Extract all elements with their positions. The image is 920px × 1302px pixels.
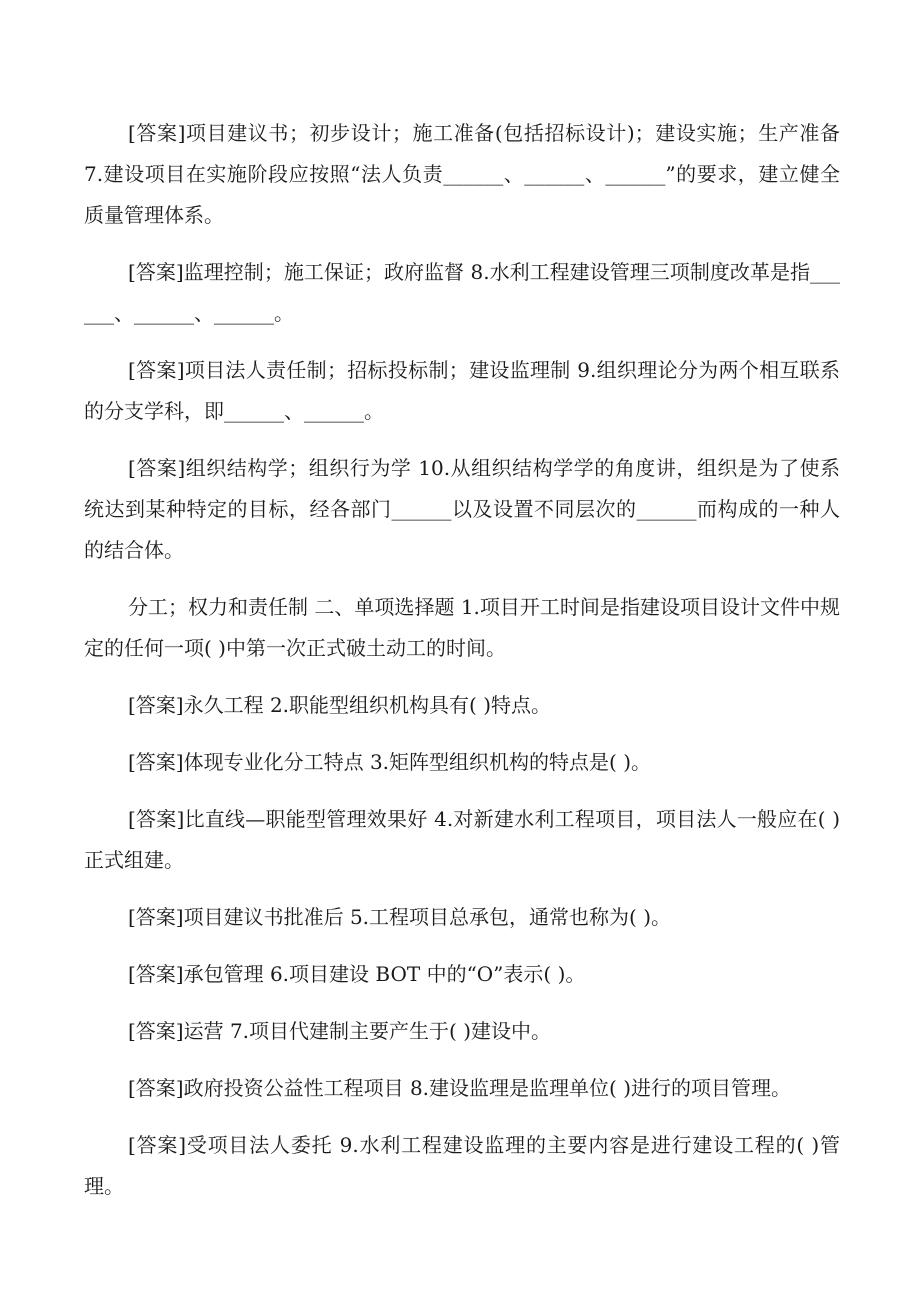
paragraph: [答案]比直线—职能型管理效果好 4.对新建水利工程项目，项目法人一般应在( )正式组建。 xyxy=(84,807,840,872)
paragraph: 分工；权力和责任制 二、单项选择题 1.项目开工时间是指建设项目设计文件中规定的任何一项( )中第一次正式破土动工的时间。 xyxy=(84,595,840,660)
paragraph: [答案]组织结构学；组织行为学 10.从组织结构学学的角度讲，组织是为了使系统达到某种特定的目标，经各部门______以及设置不同层次的______而构成的一种人的结合体。 xyxy=(84,456,840,562)
paragraph: [答案]运营 7.项目代建制主要产生于( )建设中。 xyxy=(128,1019,552,1043)
paragraph: [答案]监理控制；施工保证；政府监督 8.水利工程建设管理三项制度改革是指______、______、______。 xyxy=(84,260,840,325)
paragraph: [答案]受项目法人委托 9.水利工程建设监理的主要内容是进行建设工程的( )管理。 xyxy=(84,1133,840,1198)
paragraph: [答案]项目建议书；初步设计；施工准备(包括招标设计)；建设实施；生产准备 7.建设项目在实施阶段应按照“法人负责______、______、______”的要求，建立健全质量管理体系。 xyxy=(84,121,840,227)
paragraph: [答案]项目法人责任制；招标投标制；建设监理制 9.组织理论分为两个相互联系的分支学科，即______、______。 xyxy=(84,358,840,423)
paragraph: [答案]项目建议书批准后 5.工程项目总承包，通常也称为( )。 xyxy=(128,905,672,929)
paragraph: [答案]永久工程 2.职能型组织机构具有( )特点。 xyxy=(128,693,552,717)
paragraph: [答案]体现专业化分工特点 3.矩阵型组织机构的特点是( )。 xyxy=(128,750,652,774)
document-body xyxy=(84,113,840,1223)
paragraph: [答案]政府投资公益性工程项目 8.建设监理是监理单位( )进行的项目管理。 xyxy=(128,1076,792,1100)
paragraph: [答案]承包管理 6.项目建设 BOT 中的“O”表示( )。 xyxy=(128,962,586,986)
